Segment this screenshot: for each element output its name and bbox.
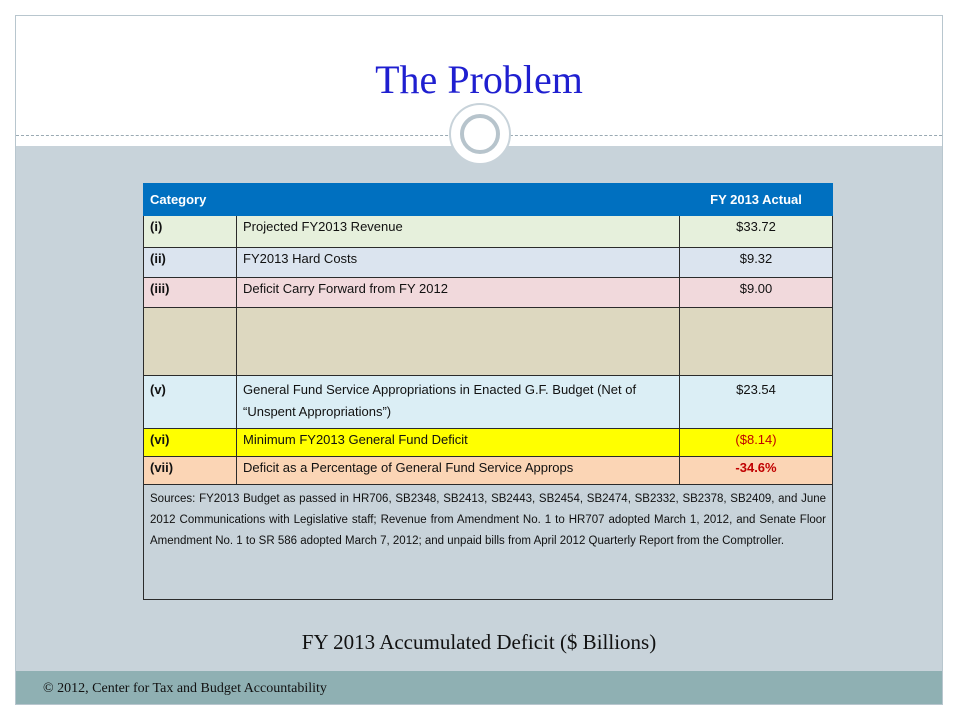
row-label: Deficit as a Percentage of General Fund Service Approps	[237, 457, 680, 485]
row-amount: -34.6%	[680, 457, 833, 485]
row-label: Projected FY2013 Revenue	[237, 216, 680, 248]
table-caption: FY 2013 Accumulated Deficit ($ Billions)	[301, 630, 657, 654]
deficit-table	[143, 183, 833, 600]
slide-title: The Problem	[375, 57, 583, 102]
sources-row	[144, 485, 833, 600]
row-code: (vi)	[144, 429, 237, 457]
row-amount: $33.72	[680, 216, 833, 248]
row-amount: $9.00	[680, 278, 833, 308]
row-label: General Fund Service Appropriations in Enacted G.F. Budget (Net of “Unspent Appropriations”)	[237, 376, 680, 429]
row-code: (vii)	[144, 457, 237, 485]
row-code: (i)	[144, 216, 237, 248]
header-amount: FY 2013 Actual	[680, 184, 833, 216]
table-row-empty	[144, 308, 833, 376]
row-code: (ii)	[144, 248, 237, 278]
row-code	[144, 308, 237, 376]
table-row-highlight	[144, 429, 833, 457]
row-amount: $23.54	[680, 376, 833, 429]
row-code: (iii)	[144, 278, 237, 308]
sources-note: Sources: FY2013 Budget as passed in HR706, SB2348, SB2413, SB2443, SB2454, SB2474, SB2332, SB2378, SB2409, and June 2012 Communications with Legislative staff; Revenue from Amendment No. 1 to HR707 adopted March 1, 2012, and Senate Floor Amendment No. 1 to SR 586 adopted March 7, 2012; and unpaid bills from April 2012 Quarterly Report from the Comptroller.	[144, 485, 833, 600]
table-header-row	[144, 184, 833, 216]
table-row	[144, 376, 833, 429]
row-amount	[680, 308, 833, 376]
copyright-text: © 2012, Center for Tax and Budget Accountability	[43, 681, 327, 696]
ring-icon	[460, 114, 500, 154]
row-label: Deficit Carry Forward from FY 2012	[237, 278, 680, 308]
circle-ornament-icon	[449, 103, 511, 165]
row-label	[237, 308, 680, 376]
slide	[15, 15, 943, 705]
footer-bar	[16, 671, 942, 705]
table-row	[144, 216, 833, 248]
table-row	[144, 278, 833, 308]
table-row	[144, 248, 833, 278]
row-label: FY2013 Hard Costs	[237, 248, 680, 278]
row-amount: ($8.14)	[680, 429, 833, 457]
row-code: (v)	[144, 376, 237, 429]
table-row	[144, 457, 833, 485]
row-label: Minimum FY2013 General Fund Deficit	[237, 429, 680, 457]
row-amount: $9.32	[680, 248, 833, 278]
header-category: Category	[144, 184, 680, 216]
